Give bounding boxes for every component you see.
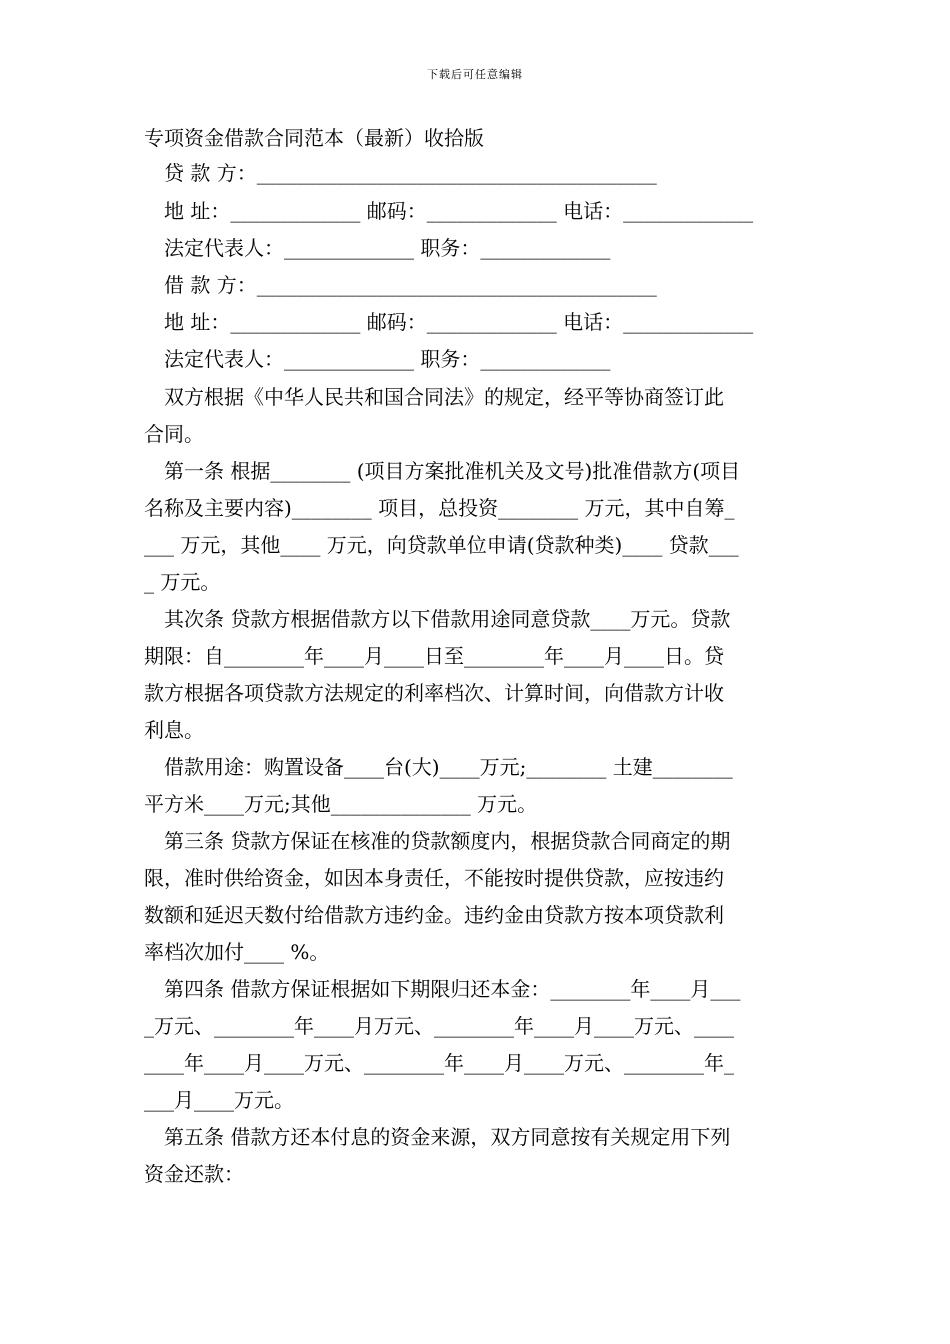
lender-line: 贷 款 方：________________________________________ xyxy=(164,161,657,185)
paragraph-line: 其次条 贷款方根据借款方以下借款用途同意贷款____万元。贷款 xyxy=(164,607,731,631)
paragraph-line: 期限：自________年____月____日至________年____月____日。贷 xyxy=(144,644,724,668)
paragraph-line: 双方根据《中华人民共和国合同法》的规定，经平等协商签订此 xyxy=(164,385,724,409)
borrower-line: 借 款 方：________________________________________ xyxy=(164,273,657,297)
paragraph-line: 第三条 贷款方保证在核准的贷款额度内，根据贷款合同商定的期 xyxy=(164,829,731,853)
paragraph-line: ___月____万元。 xyxy=(144,1088,294,1112)
lender-representative-line: 法定代表人：_____________ 职务：_____________ xyxy=(164,236,611,260)
paragraph-line: 第五条 借款方还本付息的资金来源，双方同意按有关规定用下列 xyxy=(164,1125,731,1149)
paragraph-line: 名称及主要内容)________ 项目，总投资________ 万元，其中自筹_ xyxy=(144,496,735,520)
paragraph-line: 借款用途：购置设备____台(大)____万元;________ 土建________ xyxy=(164,755,733,779)
paragraph-line: 合同。 xyxy=(144,422,204,446)
paragraph-line: ___ 万元，其他____ 万元，向贷款单位申请(贷款种类)____ 贷款___ xyxy=(144,533,739,557)
paragraph-line: _ 万元。 xyxy=(144,570,221,594)
paragraph-line: 款方根据各项贷款方法规定的利率档次、计算时间，向借款方计收 xyxy=(144,681,724,705)
paragraph-line: 数额和延迟天数付给借款方违约金。违约金由贷款方按本项贷款利 xyxy=(144,903,724,927)
paragraph-line: _万元、________年____月万元、________年____月____万元、____ xyxy=(144,1014,734,1038)
document-title: 专项资金借款合同范本（最新）收拾版 xyxy=(144,126,484,150)
paragraph-line: 限，准时供给资金，如因本身责任，不能按时提供贷款，应按违约 xyxy=(144,866,724,890)
borrower-address-line: 地 址：_____________ 邮码：_____________ 电话：_____________ xyxy=(164,310,754,334)
paragraph-line: 平方米____万元;其他______________ 万元。 xyxy=(144,792,538,816)
paragraph-line: 利息。 xyxy=(144,718,204,742)
paragraph-line: 第一条 根据________ (项目方案批准机关及文号)批准借款方(项目 xyxy=(164,459,741,483)
lender-address-line: 地 址：_____________ 邮码：_____________ 电话：_____________ xyxy=(164,199,754,223)
paragraph-line: 第四条 借款方保证根据如下期限归还本金：________年____月___ xyxy=(164,977,741,1001)
paragraph-line: 资金还款： xyxy=(144,1162,244,1186)
paragraph-line: ____年____月____万元、________年____月____万元、________年_ xyxy=(144,1051,734,1075)
borrower-representative-line: 法定代表人：_____________ 职务：_____________ xyxy=(164,347,611,371)
page-header: 下载后可任意编辑 xyxy=(427,68,523,81)
paragraph-line: 率档次加付____ %。 xyxy=(144,940,330,964)
